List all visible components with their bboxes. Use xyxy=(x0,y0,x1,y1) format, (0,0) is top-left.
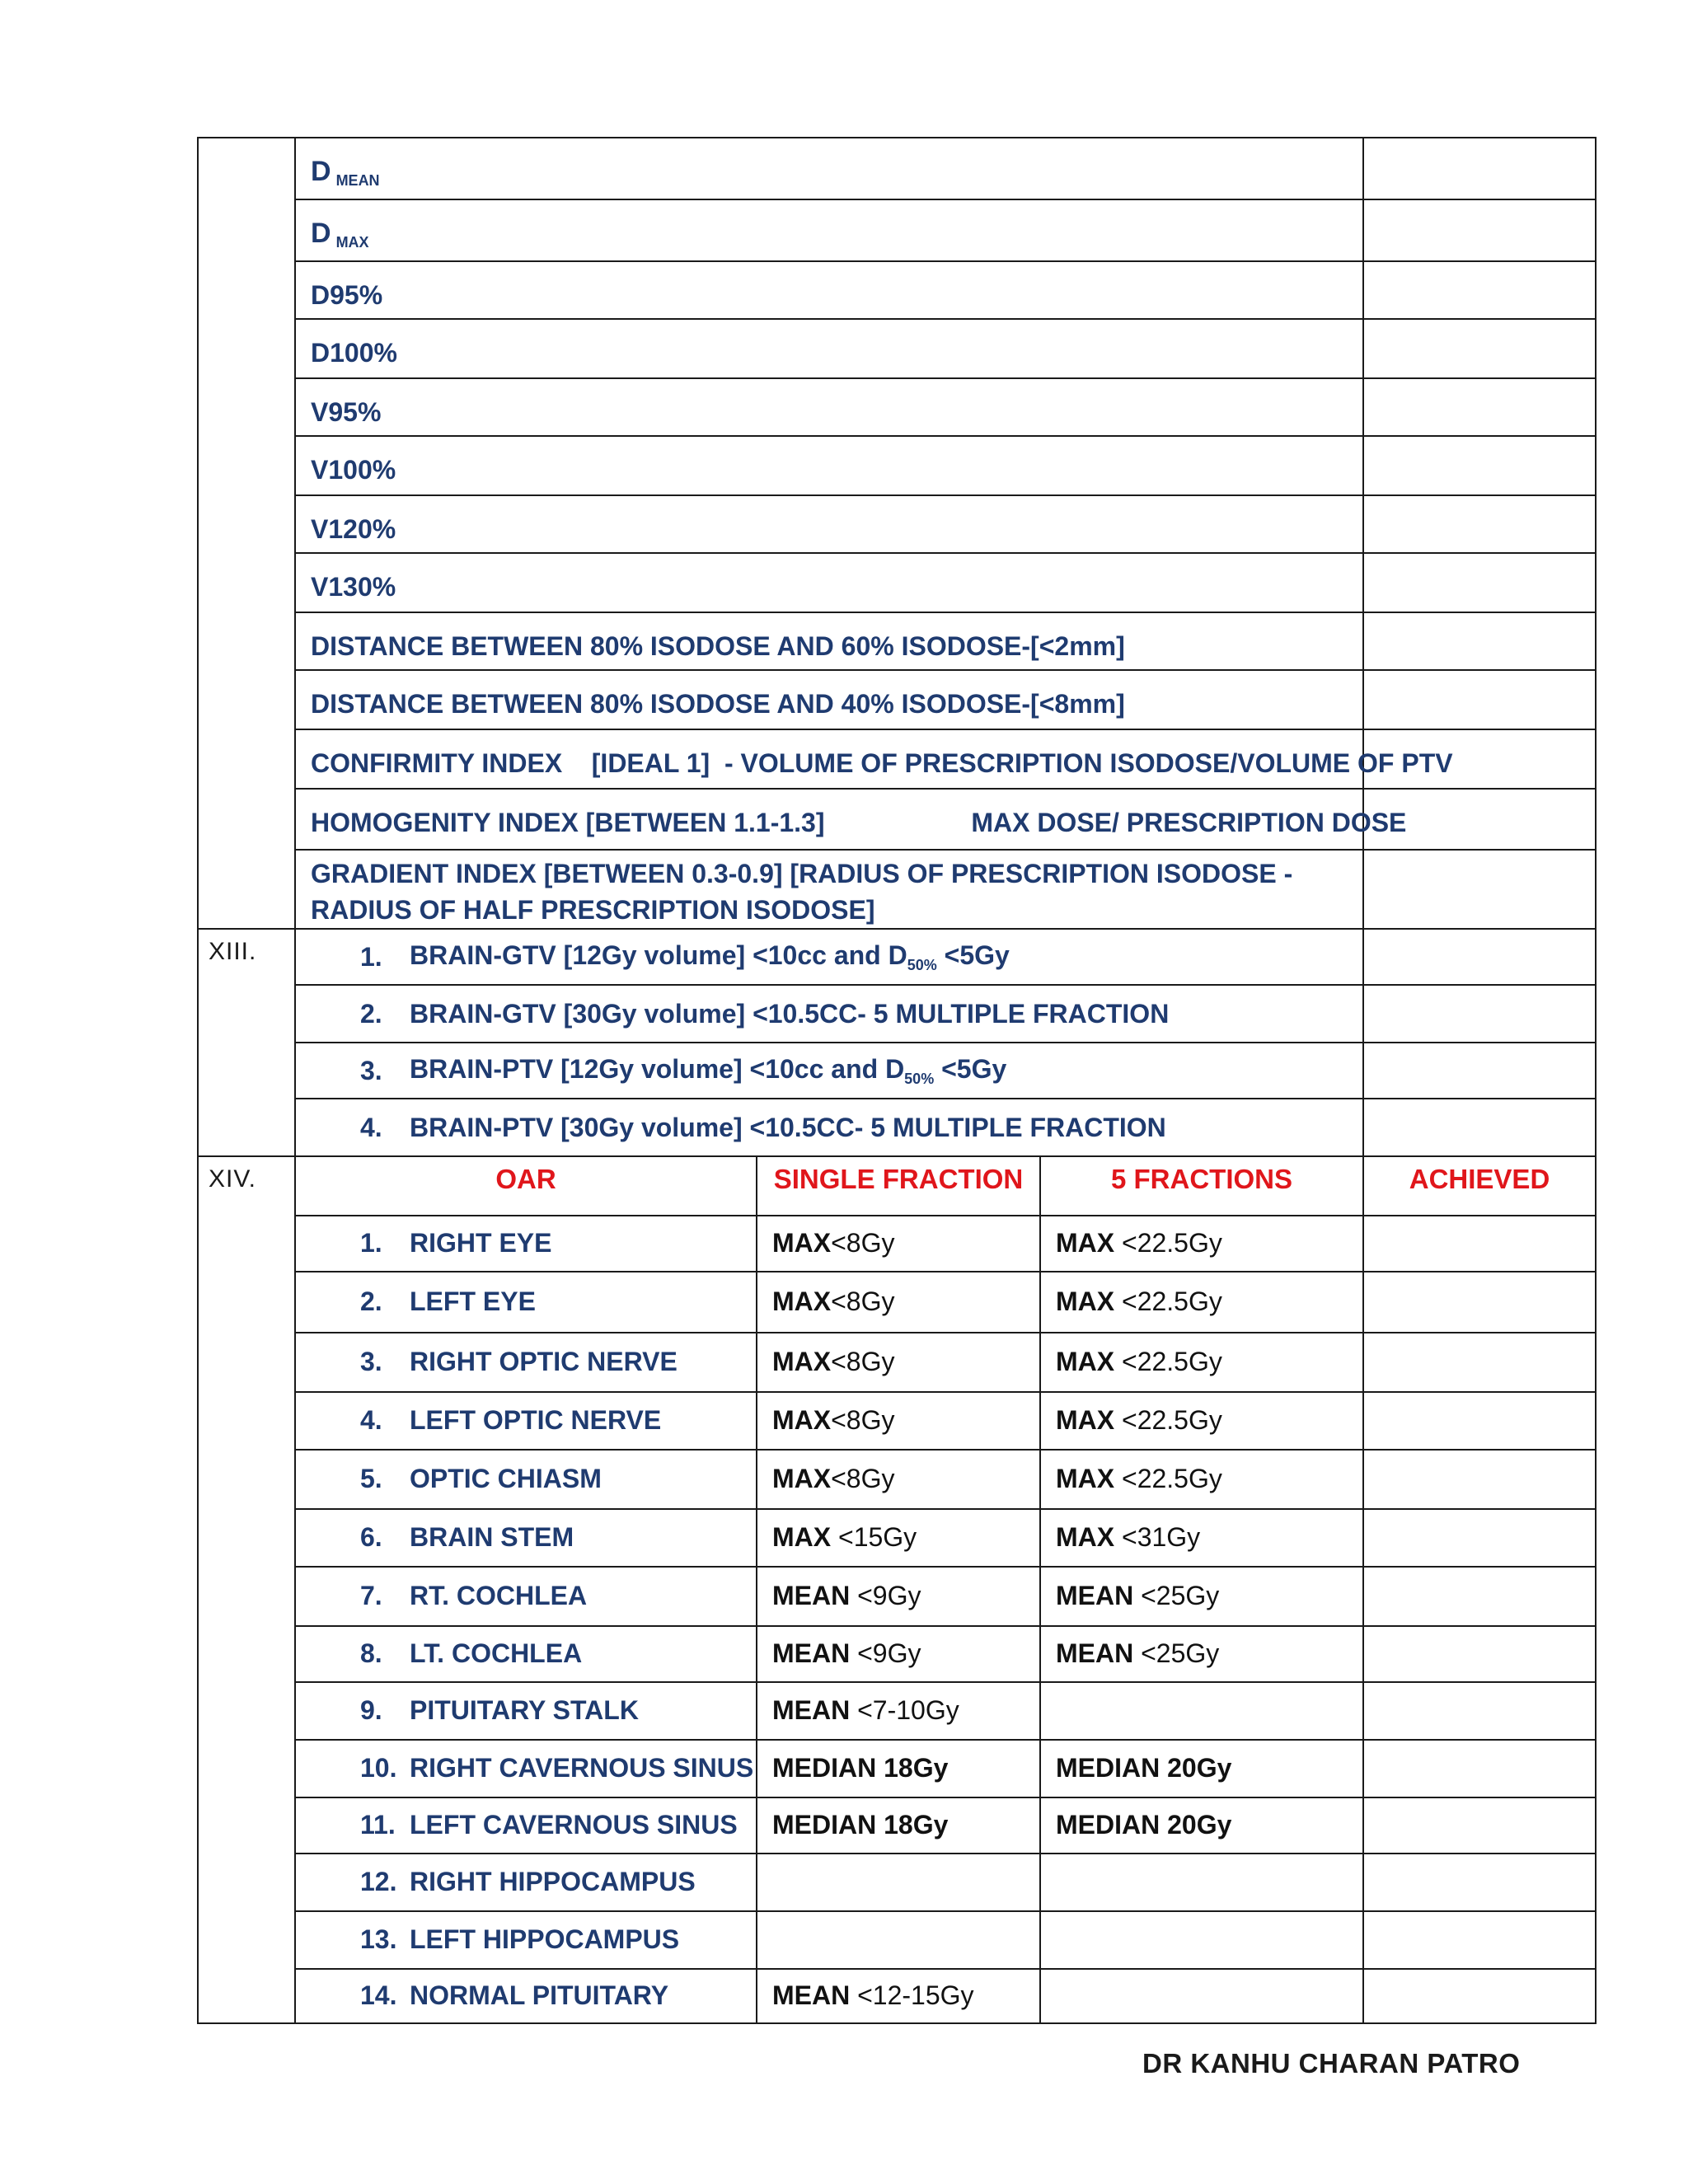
constraint-value: <12-15Gy xyxy=(850,1980,974,2010)
oar-item xyxy=(296,1272,756,1330)
brain-volume-constraint xyxy=(410,1054,1006,1088)
dose-param-value-cell[interactable] xyxy=(1363,378,1596,436)
five-fraction-constraint xyxy=(1041,1451,1362,1507)
dose-param-row xyxy=(198,612,1596,670)
constraint-text: BRAIN-PTV [12Gy volume] <10cc and D xyxy=(410,1053,905,1084)
constraint-metric: MEAN xyxy=(1056,1638,1134,1668)
constraint-value: <22.5Gy xyxy=(1114,1404,1222,1435)
single-fraction-cell xyxy=(757,1911,1040,1969)
oar-item xyxy=(296,1393,756,1447)
oar-row xyxy=(198,1854,1596,1911)
brain-volume-item xyxy=(296,1099,1362,1155)
organ-name: LEFT HIPPOCAMPUS xyxy=(410,1924,680,1954)
brain-volume-value-cell[interactable] xyxy=(1363,1043,1596,1099)
single-fraction-cell xyxy=(757,1450,1040,1509)
oar-row xyxy=(198,1450,1596,1509)
single-fraction-constraint xyxy=(757,1627,1039,1680)
brain-volume-cell xyxy=(295,1043,1363,1099)
oar-row xyxy=(198,1272,1596,1333)
single-fraction-cell xyxy=(757,1272,1040,1333)
dose-param-label: D95% xyxy=(311,280,383,310)
achieved-value-cell[interactable] xyxy=(1363,1911,1596,1969)
dose-param-label-cell xyxy=(295,319,1363,378)
oar-item xyxy=(296,1510,756,1564)
five-fraction-constraint xyxy=(1041,1854,1362,1909)
dose-param-label: HOMOGENITY INDEX [BETWEEN 1.1-1.3] MAX DOSE/ PRESCRIPTION DOSE xyxy=(311,808,1407,837)
dose-param-label-cell xyxy=(295,436,1363,495)
brain-volume-value-cell[interactable] xyxy=(1363,929,1596,985)
brain-volume-row xyxy=(198,1099,1596,1156)
dose-param-value-cell[interactable] xyxy=(1363,612,1596,670)
oar-name-cell xyxy=(295,1272,757,1333)
achieved-value-cell[interactable] xyxy=(1363,1392,1596,1450)
single-fraction-constraint xyxy=(757,1683,1039,1737)
dose-param-label-cell xyxy=(295,261,1363,319)
oar-name-cell xyxy=(295,1450,757,1509)
item-number: 3. xyxy=(360,1055,382,1085)
five-fraction-cell xyxy=(1040,1911,1363,1969)
five-fraction-constraint xyxy=(1041,1393,1362,1447)
oar-name-cell xyxy=(295,1969,757,2023)
constraint-metric: MAX xyxy=(1056,1404,1115,1435)
dose-param-label: GRADIENT INDEX [BETWEEN 0.3-0.9] [RADIUS OF PRESCRIPTION ISODOSE - RADIUS OF HALF PRESCRIPTION ISODOSE] xyxy=(311,859,1293,925)
single-fraction-constraint xyxy=(757,1741,1039,1795)
five-fraction-constraint xyxy=(1041,1333,1362,1390)
achieved-value-cell[interactable] xyxy=(1363,1854,1596,1911)
single-fraction-cell xyxy=(757,1626,1040,1682)
dose-param-label: V100% xyxy=(311,455,396,485)
constraint-value: <22.5Gy xyxy=(1114,1463,1222,1493)
dose-param-value-cell[interactable] xyxy=(1363,138,1596,199)
dose-param-label xyxy=(296,200,1362,260)
oar-item xyxy=(296,1568,756,1624)
constraint-value: <8Gy xyxy=(831,1463,895,1493)
oar-header-row xyxy=(198,1156,1596,1216)
dose-param-value-cell[interactable] xyxy=(1363,436,1596,495)
organ-name: LEFT OPTIC NERVE xyxy=(410,1404,662,1435)
constraint-metric: MEDIAN xyxy=(1056,1809,1160,1840)
dose-param-label-cell xyxy=(295,378,1363,436)
single-fraction-cell xyxy=(757,1797,1040,1854)
header-cell-five xyxy=(1040,1156,1363,1216)
brain-volume-cell xyxy=(295,1099,1363,1156)
brain-volume-item xyxy=(296,986,1362,1042)
brain-volume-constraint xyxy=(410,1113,1166,1143)
achieved-value-cell[interactable] xyxy=(1363,1509,1596,1567)
column-header-oar: OAR xyxy=(495,1164,556,1194)
item-number: 6. xyxy=(360,1521,382,1552)
constraint-value: 18Gy xyxy=(876,1809,949,1840)
header-cell-oar xyxy=(295,1156,757,1216)
dose-param-row xyxy=(198,553,1596,612)
five-fraction-cell xyxy=(1040,1854,1363,1911)
single-fraction-cell xyxy=(757,1333,1040,1392)
oar-item xyxy=(296,1451,756,1507)
constraint-metric: MAX xyxy=(772,1521,832,1552)
oar-name-cell xyxy=(295,1797,757,1854)
dose-param-row xyxy=(198,199,1596,261)
dose-param-label: CONFIRMITY INDEX [IDEAL 1] - VOLUME OF PRESCRIPTION ISODOSE/VOLUME OF PTV xyxy=(311,748,1453,778)
constraint-value: <22.5Gy xyxy=(1114,1346,1222,1376)
five-fraction-constraint xyxy=(1041,1912,1362,1966)
organ-name: RIGHT OPTIC NERVE xyxy=(410,1346,678,1376)
single-fraction-cell xyxy=(757,1854,1040,1911)
single-fraction-constraint xyxy=(757,1510,1039,1564)
oar-name-cell xyxy=(295,1626,757,1682)
achieved-value-cell[interactable] xyxy=(1363,1682,1596,1740)
dose-param-label: D100% xyxy=(311,338,397,368)
header-cell-achieved xyxy=(1363,1156,1596,1216)
five-fraction-cell xyxy=(1040,1509,1363,1567)
five-fraction-constraint xyxy=(1041,1798,1362,1851)
organ-name: LEFT EYE xyxy=(410,1286,536,1316)
constraint-value: <25Gy xyxy=(1133,1580,1220,1610)
section-number-cell xyxy=(198,138,295,929)
organ-name: BRAIN STEM xyxy=(410,1521,574,1552)
dose-subscript: MAX xyxy=(335,234,369,251)
single-fraction-cell xyxy=(757,1509,1040,1567)
achieved-value-cell[interactable] xyxy=(1363,1272,1596,1333)
dose-param-label-cell xyxy=(295,670,1363,729)
constraint-metric: MAX xyxy=(772,1286,832,1316)
constraint-value: 20Gy xyxy=(1160,1752,1232,1783)
constraint-subscript: 50% xyxy=(904,1070,935,1087)
constraint-value: <22.5Gy xyxy=(1114,1227,1222,1258)
constraint-metric: MEDIAN xyxy=(772,1752,877,1783)
constraint-value: <9Gy xyxy=(850,1580,921,1610)
constraint-subscript: 50% xyxy=(907,956,937,973)
five-fraction-cell xyxy=(1040,1969,1363,2023)
dose-symbol: D xyxy=(311,218,331,249)
dose-param-label-cell xyxy=(295,553,1363,612)
brain-volume-value-cell[interactable] xyxy=(1363,1099,1596,1156)
dose-param-row xyxy=(198,495,1596,553)
five-fraction-cell xyxy=(1040,1740,1363,1797)
oar-row xyxy=(198,1911,1596,1969)
constraint-text: BRAIN-GTV [12Gy volume] <10cc and D xyxy=(410,940,907,970)
item-number: 4. xyxy=(360,1404,382,1435)
dose-param-row xyxy=(198,261,1596,319)
constraint-limit: <5Gy xyxy=(936,940,1010,970)
single-fraction-constraint xyxy=(757,1272,1039,1330)
five-fraction-cell xyxy=(1040,1216,1363,1272)
five-fraction-cell xyxy=(1040,1567,1363,1626)
single-fraction-constraint xyxy=(757,1912,1039,1966)
constraint-metric: MEAN xyxy=(1056,1580,1134,1610)
single-fraction-constraint xyxy=(757,1568,1039,1624)
dose-param-row xyxy=(198,850,1596,929)
five-fraction-cell xyxy=(1040,1333,1363,1392)
dose-param-row xyxy=(198,138,1596,199)
dose-param-label-cell xyxy=(295,789,1407,850)
organ-name: RIGHT CAVERNOUS SINUS xyxy=(410,1752,754,1783)
item-number: 2. xyxy=(360,998,382,1029)
constraint-text: BRAIN-GTV [30Gy volume] <10.5CC- 5 MULTIPLE FRACTION xyxy=(410,998,1170,1029)
single-fraction-constraint xyxy=(757,1216,1039,1269)
item-number: 3. xyxy=(360,1346,382,1376)
oar-item xyxy=(296,1970,756,2021)
oar-name-cell xyxy=(295,1740,757,1797)
oar-item xyxy=(296,1683,756,1737)
constraint-metric: MAX xyxy=(772,1346,832,1376)
dose-param-value-cell[interactable] xyxy=(1363,553,1596,612)
oar-row xyxy=(198,1969,1596,2023)
oar-name-cell xyxy=(295,1854,757,1911)
dose-subscript: MEAN xyxy=(335,172,380,189)
brain-volume-value-cell[interactable] xyxy=(1363,985,1596,1043)
brain-volume-cell xyxy=(295,929,1363,985)
oar-row xyxy=(198,1797,1596,1854)
organ-name: RT. COCHLEA xyxy=(410,1580,588,1610)
organ-name: RIGHT HIPPOCAMPUS xyxy=(410,1866,696,1896)
item-number: 12. xyxy=(360,1866,397,1896)
brain-volume-cell xyxy=(295,985,1363,1043)
dose-param-value-cell[interactable] xyxy=(1363,495,1596,553)
organ-name: LT. COCHLEA xyxy=(410,1638,583,1668)
dose-param-label-cell xyxy=(295,495,1363,553)
constraint-metric: MAX xyxy=(772,1227,832,1258)
constraint-metric: MEAN xyxy=(772,1694,851,1725)
item-number: 13. xyxy=(360,1924,397,1954)
dose-param-label-cell xyxy=(295,199,1363,261)
organ-name: PITUITARY STALK xyxy=(410,1694,639,1725)
section-number-xiv: XIV. xyxy=(198,1156,295,2023)
oar-name-cell xyxy=(295,1216,757,1272)
dose-param-value-cell[interactable] xyxy=(1363,319,1596,378)
oar-row xyxy=(198,1216,1596,1272)
constraint-metric: MEDIAN xyxy=(772,1809,877,1840)
brain-volume-constraint xyxy=(410,999,1169,1029)
constraint-value: <22.5Gy xyxy=(1114,1286,1222,1316)
oar-name-cell xyxy=(295,1911,757,1969)
brain-volume-row xyxy=(198,929,1596,985)
single-fraction-constraint xyxy=(757,1970,1039,2021)
single-fraction-cell xyxy=(757,1567,1040,1626)
oar-row xyxy=(198,1392,1596,1450)
constraint-value: <7-10Gy xyxy=(850,1694,959,1725)
achieved-value-cell[interactable] xyxy=(1363,1216,1596,1272)
column-header-achieved: ACHIEVED xyxy=(1409,1164,1550,1194)
five-fraction-constraint xyxy=(1041,1741,1362,1795)
dose-param-label: V130% xyxy=(311,572,396,602)
brain-volume-row xyxy=(198,1043,1596,1099)
oar-item xyxy=(296,1627,756,1680)
single-fraction-cell xyxy=(757,1216,1040,1272)
oar-row xyxy=(198,1682,1596,1740)
oar-name-cell xyxy=(295,1509,757,1567)
five-fraction-cell xyxy=(1040,1272,1363,1333)
brain-volume-item xyxy=(296,930,1362,984)
dose-param-label: V120% xyxy=(311,514,396,544)
item-number: 1. xyxy=(360,941,382,972)
achieved-value-cell[interactable] xyxy=(1363,1797,1596,1854)
dose-param-row xyxy=(198,729,1596,789)
dose-param-label: DISTANCE BETWEEN 80% ISODOSE AND 40% ISODOSE-[<8mm] xyxy=(311,689,1125,719)
dose-param-label: V95% xyxy=(311,397,382,427)
organ-name: NORMAL PITUITARY xyxy=(410,1980,669,2010)
dose-param-label xyxy=(296,138,1362,199)
five-fraction-constraint xyxy=(1041,1683,1362,1737)
item-number: 10. xyxy=(360,1752,397,1783)
constraint-value: <8Gy xyxy=(831,1286,895,1316)
brain-volume-row xyxy=(198,985,1596,1043)
oar-item xyxy=(296,1216,756,1269)
oar-row xyxy=(198,1626,1596,1682)
five-fraction-cell xyxy=(1040,1682,1363,1740)
constraint-value: <31Gy xyxy=(1114,1521,1201,1552)
constraint-value: 18Gy xyxy=(876,1752,949,1783)
five-fraction-cell xyxy=(1040,1797,1363,1854)
column-header-single: SINGLE FRACTION xyxy=(773,1164,1024,1194)
brain-volume-constraint xyxy=(410,940,1010,974)
five-fraction-constraint xyxy=(1041,1627,1362,1680)
item-number: 1. xyxy=(360,1227,382,1258)
oar-item xyxy=(296,1912,756,1966)
constraint-metric: MAX xyxy=(1056,1346,1115,1376)
section-number-xiii: XIII. xyxy=(198,929,295,1156)
oar-name-cell xyxy=(295,1392,757,1450)
dose-param-label: DISTANCE BETWEEN 80% ISODOSE AND 60% ISODOSE-[<2mm] xyxy=(311,631,1125,661)
constraint-metric: MAX xyxy=(772,1404,832,1435)
constraint-value: <8Gy xyxy=(831,1227,895,1258)
item-number: 8. xyxy=(360,1638,382,1668)
five-fraction-constraint xyxy=(1041,1216,1362,1269)
item-number: 2. xyxy=(360,1286,382,1316)
dose-param-row xyxy=(198,378,1596,436)
single-fraction-cell xyxy=(757,1392,1040,1450)
constraint-value: <25Gy xyxy=(1133,1638,1220,1668)
dose-param-label-cell xyxy=(295,850,1363,929)
single-fraction-cell xyxy=(757,1740,1040,1797)
dose-param-value-cell[interactable] xyxy=(1363,850,1596,929)
constraint-metric: MEAN xyxy=(772,1580,851,1610)
five-fraction-cell xyxy=(1040,1392,1363,1450)
oar-name-cell xyxy=(295,1682,757,1740)
five-fraction-cell xyxy=(1040,1450,1363,1509)
dose-param-label-cell xyxy=(295,612,1363,670)
oar-name-cell xyxy=(295,1567,757,1626)
oar-row xyxy=(198,1567,1596,1626)
oar-row xyxy=(198,1509,1596,1567)
single-fraction-constraint xyxy=(757,1798,1039,1851)
constraint-value: 20Gy xyxy=(1160,1809,1232,1840)
single-fraction-constraint xyxy=(757,1333,1039,1390)
brain-volume-item xyxy=(296,1043,1362,1098)
achieved-value-cell[interactable] xyxy=(1363,1969,1596,2023)
constraint-metric: MEAN xyxy=(772,1638,851,1668)
constraint-metric: MAX xyxy=(1056,1286,1115,1316)
single-fraction-cell xyxy=(757,1969,1040,2023)
planning-checklist-table xyxy=(197,137,1597,2024)
dose-param-row xyxy=(198,436,1596,495)
item-number: 4. xyxy=(360,1112,382,1142)
dose-param-row xyxy=(198,670,1596,729)
five-fraction-constraint xyxy=(1041,1272,1362,1330)
constraint-metric: MAX xyxy=(1056,1227,1115,1258)
constraint-value: <8Gy xyxy=(831,1404,895,1435)
achieved-value-cell[interactable] xyxy=(1363,1740,1596,1797)
constraint-metric: MAX xyxy=(1056,1521,1115,1552)
item-number: 9. xyxy=(360,1694,382,1725)
dose-param-row xyxy=(198,319,1596,378)
constraint-value: <9Gy xyxy=(850,1638,921,1668)
dose-param-row xyxy=(198,789,1596,850)
achieved-value-cell[interactable] xyxy=(1363,1626,1596,1682)
five-fraction-constraint xyxy=(1041,1568,1362,1624)
single-fraction-constraint xyxy=(757,1854,1039,1909)
header-cell-single xyxy=(757,1156,1040,1216)
dose-param-label-cell xyxy=(295,138,1363,199)
oar-row xyxy=(198,1333,1596,1392)
oar-item xyxy=(296,1333,756,1390)
single-fraction-constraint xyxy=(757,1393,1039,1447)
item-number: 14. xyxy=(360,1980,397,2010)
item-number: 7. xyxy=(360,1580,382,1610)
single-fraction-constraint xyxy=(757,1451,1039,1507)
item-number: 11. xyxy=(360,1809,396,1840)
dose-param-label-cell xyxy=(295,729,1453,789)
achieved-value-cell[interactable] xyxy=(1363,1450,1596,1509)
oar-name-cell xyxy=(295,1333,757,1392)
organ-name: OPTIC CHIASM xyxy=(410,1463,602,1493)
dose-param-value-cell[interactable] xyxy=(1363,670,1596,729)
five-fraction-cell xyxy=(1040,1626,1363,1682)
constraint-metric: MEAN xyxy=(772,1980,851,2010)
five-fraction-constraint xyxy=(1041,1970,1362,2021)
achieved-value-cell[interactable] xyxy=(1363,1567,1596,1626)
column-header-five: 5 FRACTIONS xyxy=(1111,1164,1293,1194)
organ-name: LEFT CAVERNOUS SINUS xyxy=(410,1809,738,1840)
constraint-value: <15Gy xyxy=(831,1521,917,1552)
oar-item xyxy=(296,1854,756,1909)
constraint-metric: MAX xyxy=(772,1463,832,1493)
oar-row xyxy=(198,1740,1596,1797)
oar-item xyxy=(296,1741,756,1795)
constraint-value: <8Gy xyxy=(831,1346,895,1376)
author-signature: DR KANHU CHARAN PATRO xyxy=(1142,2048,1521,2079)
dose-symbol: D xyxy=(311,156,331,187)
constraint-text: BRAIN-PTV [30Gy volume] <10.5CC- 5 MULTIPLE FRACTION xyxy=(410,1112,1166,1142)
item-number: 5. xyxy=(360,1463,382,1493)
single-fraction-cell xyxy=(757,1682,1040,1740)
five-fraction-constraint xyxy=(1041,1510,1362,1564)
constraint-metric: MEDIAN xyxy=(1056,1752,1160,1783)
dose-param-value-cell[interactable] xyxy=(1363,261,1596,319)
achieved-value-cell[interactable] xyxy=(1363,1333,1596,1392)
constraint-metric: MAX xyxy=(1056,1463,1115,1493)
dose-param-value-cell[interactable] xyxy=(1363,199,1596,261)
organ-name: RIGHT EYE xyxy=(410,1227,552,1258)
oar-item xyxy=(296,1798,756,1851)
constraint-limit: <5Gy xyxy=(934,1053,1007,1084)
